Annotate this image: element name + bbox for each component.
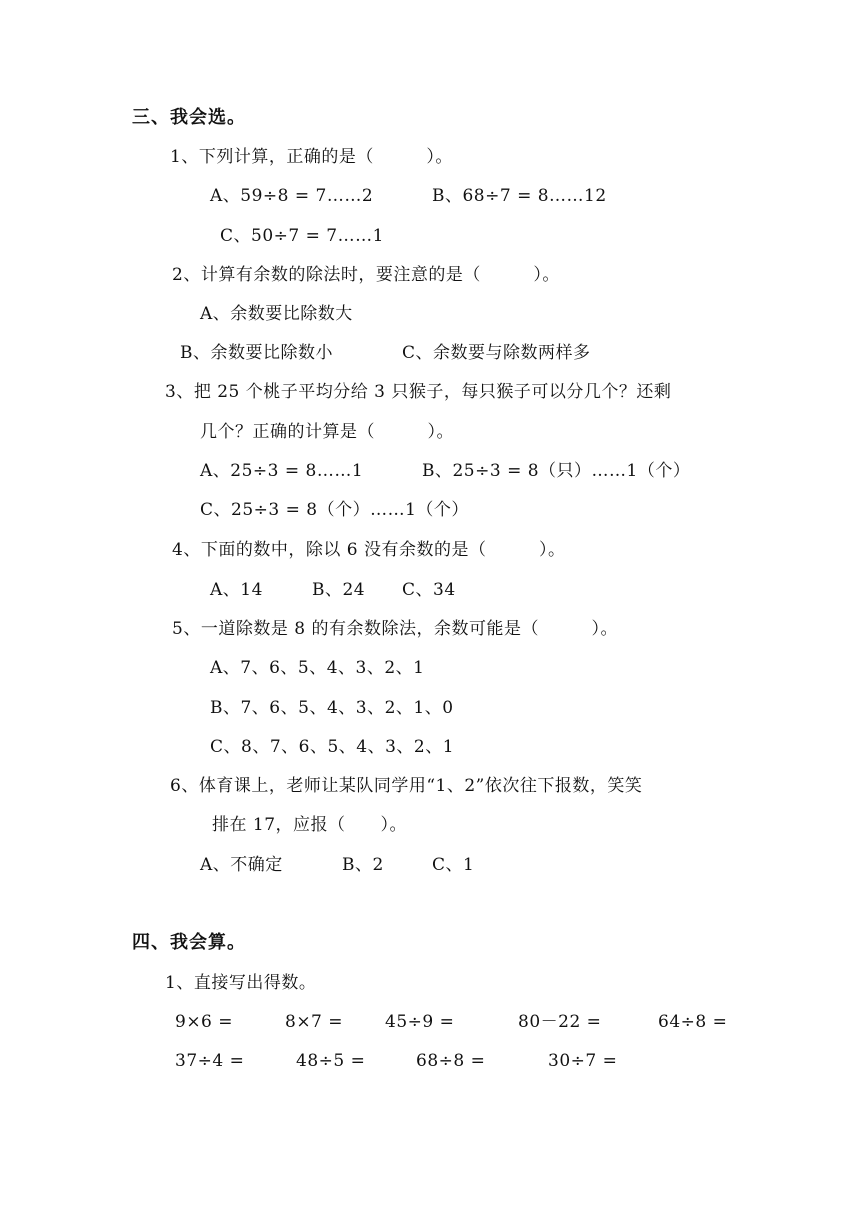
q3-option-b: B、25÷3 = 8（只）……1（个）	[422, 461, 691, 481]
q6-stem-line2: 排在 17，应报（ ）。	[212, 815, 408, 835]
q4-option-a: A、14	[210, 580, 263, 600]
q5-option-c: C、8、7、6、5、4、3、2、1	[210, 737, 455, 757]
section-4-heading: 四、我会算。	[132, 932, 246, 953]
s4-q1-stem: 1、直接写出得数。	[165, 973, 317, 993]
calc-item: 8×7 =	[285, 1012, 344, 1032]
q2-option-b: B、余数要比除数小	[180, 343, 333, 363]
q2-stem: 2、计算有余数的除法时，要注意的是（ ）。	[172, 265, 560, 285]
q2-option-c: C、余数要与除数两样多	[402, 343, 591, 363]
calc-item: 37÷4 =	[175, 1051, 245, 1071]
q6-option-c: C、1	[432, 855, 475, 875]
q1-option-a: A、59÷8 = 7……2	[210, 186, 374, 206]
calc-item: 9×6 =	[175, 1012, 234, 1032]
calc-item: 30÷7 =	[548, 1051, 618, 1071]
q4-option-b: B、24	[312, 580, 366, 600]
q6-option-a: A、不确定	[200, 855, 283, 875]
q1-option-c: C、50÷7 = 7……1	[220, 226, 384, 246]
q1-stem: 1、下列计算，正确的是（ ）。	[170, 147, 453, 167]
q3-stem-line1: 3、把 25 个桃子平均分给 3 只猴子，每只猴子可以分几个？还剩	[165, 382, 672, 402]
q3-option-c: C、25÷3 = 8（个）……1（个）	[200, 500, 469, 520]
q2-option-a: A、余数要比除数大	[200, 304, 353, 324]
q6-stem-line1: 6、体育课上，老师让某队同学用“1、2”依次往下报数，笑笑	[170, 776, 643, 796]
q5-option-a: A、7、6、5、4、3、2、1	[210, 658, 425, 678]
calc-item: 68÷8 =	[416, 1051, 486, 1071]
q4-option-c: C、34	[402, 580, 456, 600]
q1-option-b: B、68÷7 = 8……12	[432, 186, 607, 206]
q4-stem: 4、下面的数中，除以 6 没有余数的是（ ）。	[172, 540, 566, 560]
calc-item: 64÷8 =	[658, 1012, 728, 1032]
q5-stem: 5、一道除数是 8 的有余数除法，余数可能是（ ）。	[172, 619, 618, 639]
q3-stem-line2: 几个？正确的计算是（ ）。	[200, 422, 454, 442]
calc-item: 80－22 =	[518, 1012, 602, 1032]
q3-option-a: A、25÷3 = 8……1	[200, 461, 364, 481]
section-3-heading: 三、我会选。	[132, 107, 246, 128]
q6-option-b: B、2	[342, 855, 384, 875]
q5-option-b: B、7、6、5、4、3、2、1、0	[210, 698, 454, 718]
calc-item: 48÷5 =	[296, 1051, 366, 1071]
calc-item: 45÷9 =	[385, 1012, 455, 1032]
